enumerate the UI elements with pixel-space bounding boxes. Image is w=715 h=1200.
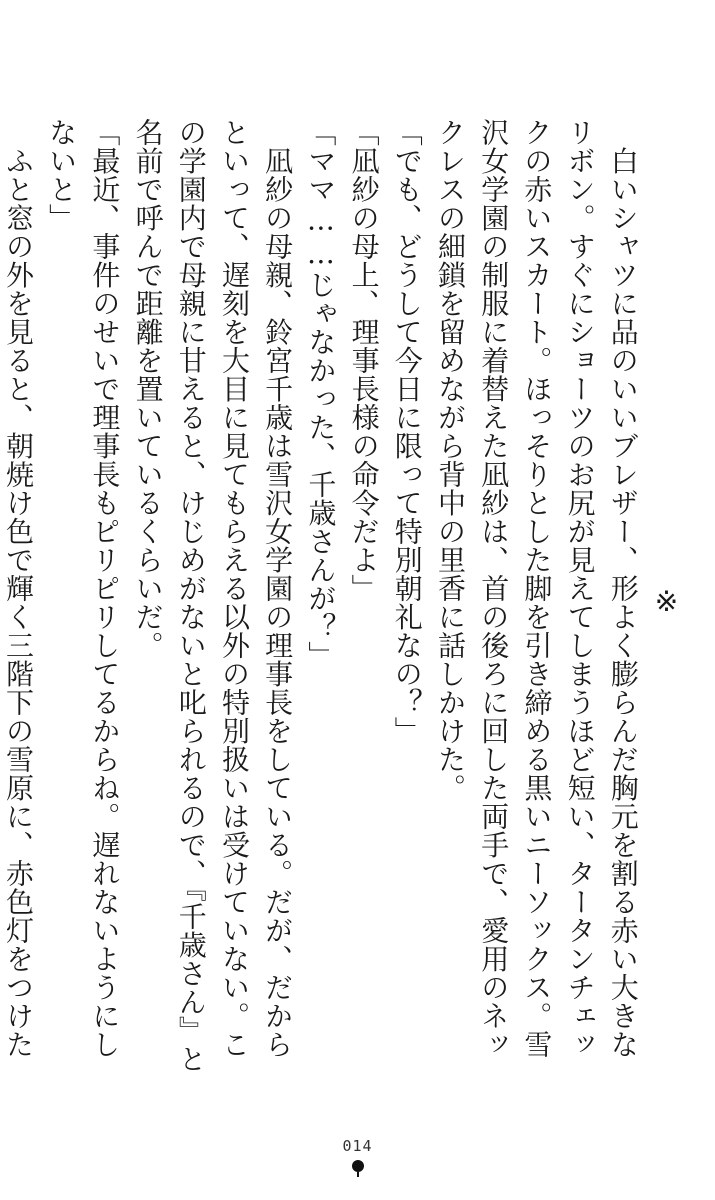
- paragraph-3: ふと窓の外を見ると、朝焼け色で輝く三階下の雪原に、赤色灯をつけた: [1, 146, 35, 1059]
- body-text: [1, 118, 688, 1078]
- paragraph-2: 凪紗の母親、鈴宮千歳は雪沢女学園の理事長をしている。だが、だからといって、遅刻を大目に見てもらえる以外の特別扱いは受けていない。この学園内で母親に甘えると、けじめがないと叱られるので、『千歳さん』と名前で呼んで距離を置いているくらいだ。: [131, 118, 295, 1073]
- dialogue-line: 「凪紗の母上、理事長様の命令だよ」: [347, 118, 381, 603]
- page-ornament-icon: [352, 1160, 364, 1172]
- paragraph-1: 白いシャツに品のいいブレザー、形よく膨らんだ胸元を割る赤い大きなリボン。すぐにショーツのお尻が見えてしまうほど短い、タータンチェックの赤いスカート。ほっそりとした脚を引き締める黒いニーソックス。雪沢女学園の制服に着替えた凪紗は、首の後ろに回した両手で、愛用のネックレスの細鎖を留めながら背中の里香に話しかけた。: [433, 118, 640, 1059]
- dialogue-line: 「最近、事件のせいで理事長もピリピリしてるからね。遅れないようにしないと」: [45, 118, 122, 1059]
- page-number: 014: [342, 1137, 373, 1155]
- dialogue-line: 「ママ……じゃなかった、千歳さんが？」: [304, 118, 338, 670]
- dialogue-line: 「でも、どうして今日に限って特別朝礼なの？」: [390, 118, 424, 745]
- page-footer: [0, 1137, 715, 1172]
- section-marker: ※: [650, 585, 683, 619]
